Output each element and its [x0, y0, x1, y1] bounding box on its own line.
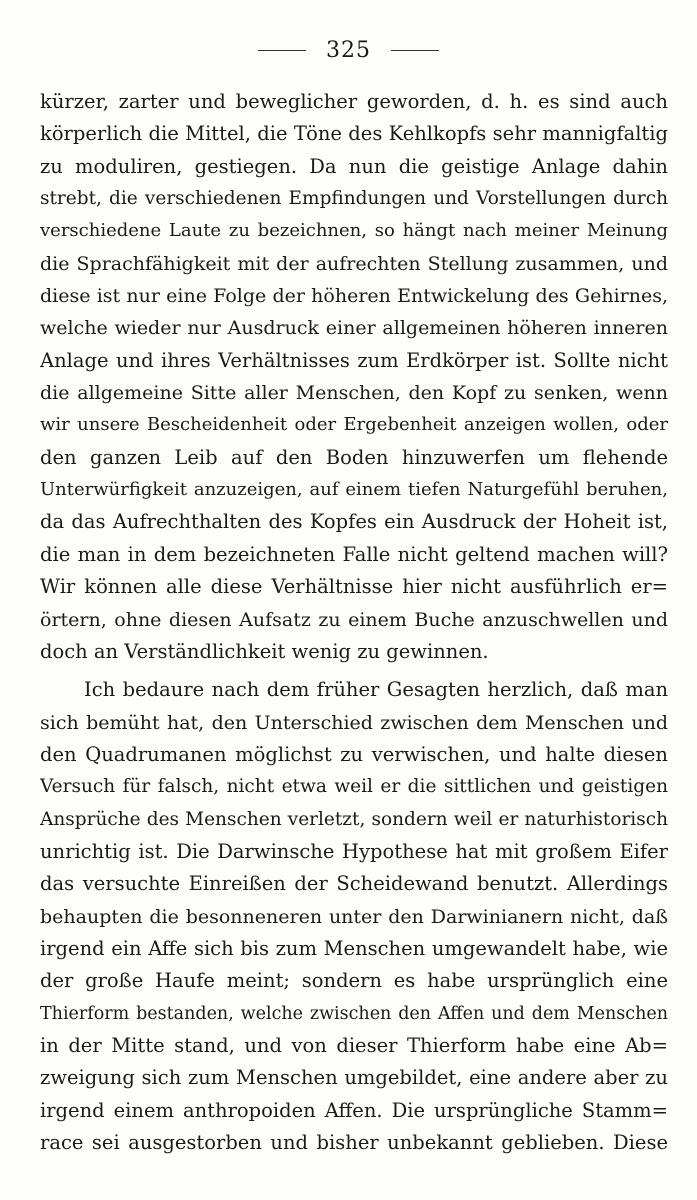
body-text: [40, 86, 668, 1159]
text-line: Ansprüche des Menschen verletzt, sondern weil er naturhistorisch: [40, 808, 668, 830]
text-line: das versuchte Einreißen der Scheidewand benutzt. Allerdings: [40, 872, 668, 896]
text-line: race sei ausgestorben und bisher unbekannt geblieben. Diese: [40, 1131, 668, 1154]
header-rule-left: [258, 50, 306, 51]
text-line: verschiedene Laute zu bezeichnen, so hängt nach meiner Meinung: [40, 220, 668, 242]
paragraph-1: [40, 86, 668, 668]
text-line: Versuch für falsch, nicht etwa weil er die sittlichen und geistigen: [40, 776, 668, 798]
text-line: örtern, ohne diesen Aufsatz zu einem Buche anzuschwellen und: [40, 608, 668, 631]
text-line: irgend ein Affe sich bis zum Menschen umgewandelt habe, wie: [40, 936, 668, 960]
text-line: strebt, die verschiedenen Empfindungen und Vorstellungen durch: [40, 188, 668, 210]
text-line: Anlage und ihres Verhältnisses zum Erdkörper ist. Sollte nicht: [40, 348, 668, 372]
text-line: den ganzen Leib auf den Boden hinzuwerfen um flehende: [40, 445, 668, 469]
text-line: die man in dem bezeichneten Falle nicht geltend machen will?: [40, 542, 668, 566]
text-line: den Quadrumanen möglichst zu verwischen, und halte diesen: [40, 742, 668, 766]
text-line: Thierform bestanden, welche zwischen den Affen und dem Menschen: [40, 1003, 668, 1024]
text-line: diese ist nur eine Folge der höheren Entwickelung des Gehirnes,: [40, 285, 668, 308]
text-line: da das Aufrechthalten des Kopfes ein Ausdruck der Hoheit ist,: [40, 510, 668, 534]
text-line: die allgemeine Sitte aller Menschen, den Kopf zu senken, wenn: [40, 382, 668, 405]
text-line: der große Haufe meint; sondern es habe ursprünglich eine: [40, 969, 668, 993]
page-header: [0, 38, 697, 63]
header-rule-right: [391, 50, 439, 51]
text-line: die Sprachfähigkeit mit der aufrechten Stellung zusammen, und: [40, 252, 668, 275]
text-line: wir unsere Bescheidenheit oder Ergebenheit anzeigen wollen, oder: [40, 414, 668, 436]
text-line: welche wieder nur Ausdruck einer allgemeinen höheren inneren: [40, 317, 668, 340]
text-line: behaupten die besonneneren unter den Darwinianern nicht, daß: [40, 905, 668, 928]
text-line: zweigung sich zum Menschen umgebildet, eine andere aber zu: [40, 1066, 668, 1090]
text-line: zu moduliren, gestiegen. Da nun die geistige Anlage dahin: [40, 154, 668, 178]
page-number: 325: [326, 38, 371, 63]
text-line: Unterwürfigkeit anzuzeigen, auf einem tiefen Naturgefühl beruhen,: [40, 479, 668, 501]
text-line: doch an Verständlichkeit wenig zu gewinnen.: [40, 639, 489, 663]
text-line: Ich bedaure nach dem früher Gesagten herzlich, daß man: [84, 678, 668, 702]
text-line: in der Mitte stand, und von dieser Thierform habe eine Ab=: [40, 1033, 668, 1057]
text-line: irgend einem anthropoiden Affen. Die ursprüngliche Stamm=: [40, 1098, 668, 1122]
paragraph-2: [40, 674, 668, 1159]
text-line: Wir können alle diese Verhältnisse hier nicht ausführlich er=: [40, 575, 668, 599]
text-line: kürzer, zarter und beweglicher geworden, d. h. es sind auch: [40, 90, 668, 113]
text-line: körperlich die Mittel, die Töne des Kehlkopfs sehr mannigfaltig: [40, 122, 668, 146]
text-line: unrichtig ist. Die Darwinsche Hypothese hat mit großem Eifer: [40, 839, 668, 863]
text-line: sich bemüht hat, den Unterschied zwischen dem Menschen und: [40, 711, 668, 734]
